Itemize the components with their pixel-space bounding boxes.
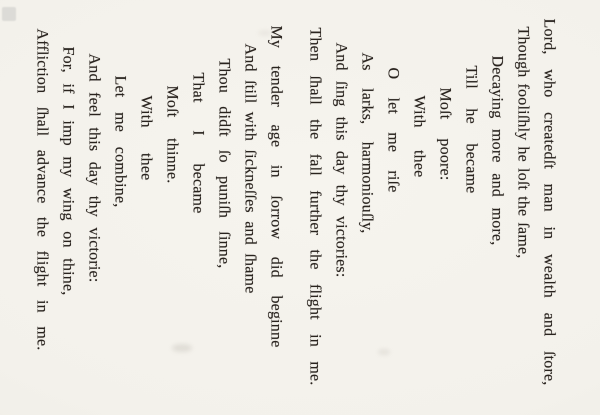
poem-line: Moſt thinne. — [163, 85, 180, 183]
poem-line: Lord, who createdſt man in wealth and ſtore, — [540, 18, 557, 385]
poem-line: And ſing this day thy victories: — [332, 42, 349, 277]
poem-line: Moſt poore: — [436, 87, 453, 180]
poem-line: That I became — [189, 72, 206, 213]
poem-line: Then ſhall the fall further the flight in me. — [306, 27, 323, 385]
poem-line: With thee — [410, 95, 427, 177]
poem-line: And ſtill with ſickneſſes and ſhame — [241, 43, 258, 293]
poem-line: My tender age in ſorrow did beginne — [267, 25, 284, 347]
poem-line: And feel this day thy victorie: — [85, 53, 102, 282]
poem-stanza-1 — [301, 0, 561, 415]
poem-line: For, if I imp my wing on thine, — [59, 46, 76, 295]
poem-line: O let me riſe — [384, 67, 401, 192]
poem-line: Though fooliſhly he loſt the ſame, — [514, 26, 531, 258]
poem-line: As larks, harmoniouſly, — [358, 52, 375, 233]
poem-line: Thou didſt ſo puniſh ſinne, — [215, 58, 232, 268]
poem-stanza-2 — [28, 0, 288, 415]
poem-line: Till he became — [462, 65, 479, 193]
poem-line: With thee — [137, 95, 154, 180]
poem-line: Affliction ſhall advance the flight in me. — [33, 28, 50, 350]
poem-line: Let me combine, — [111, 75, 128, 207]
poem-line: Decaying more and more, — [488, 55, 505, 245]
